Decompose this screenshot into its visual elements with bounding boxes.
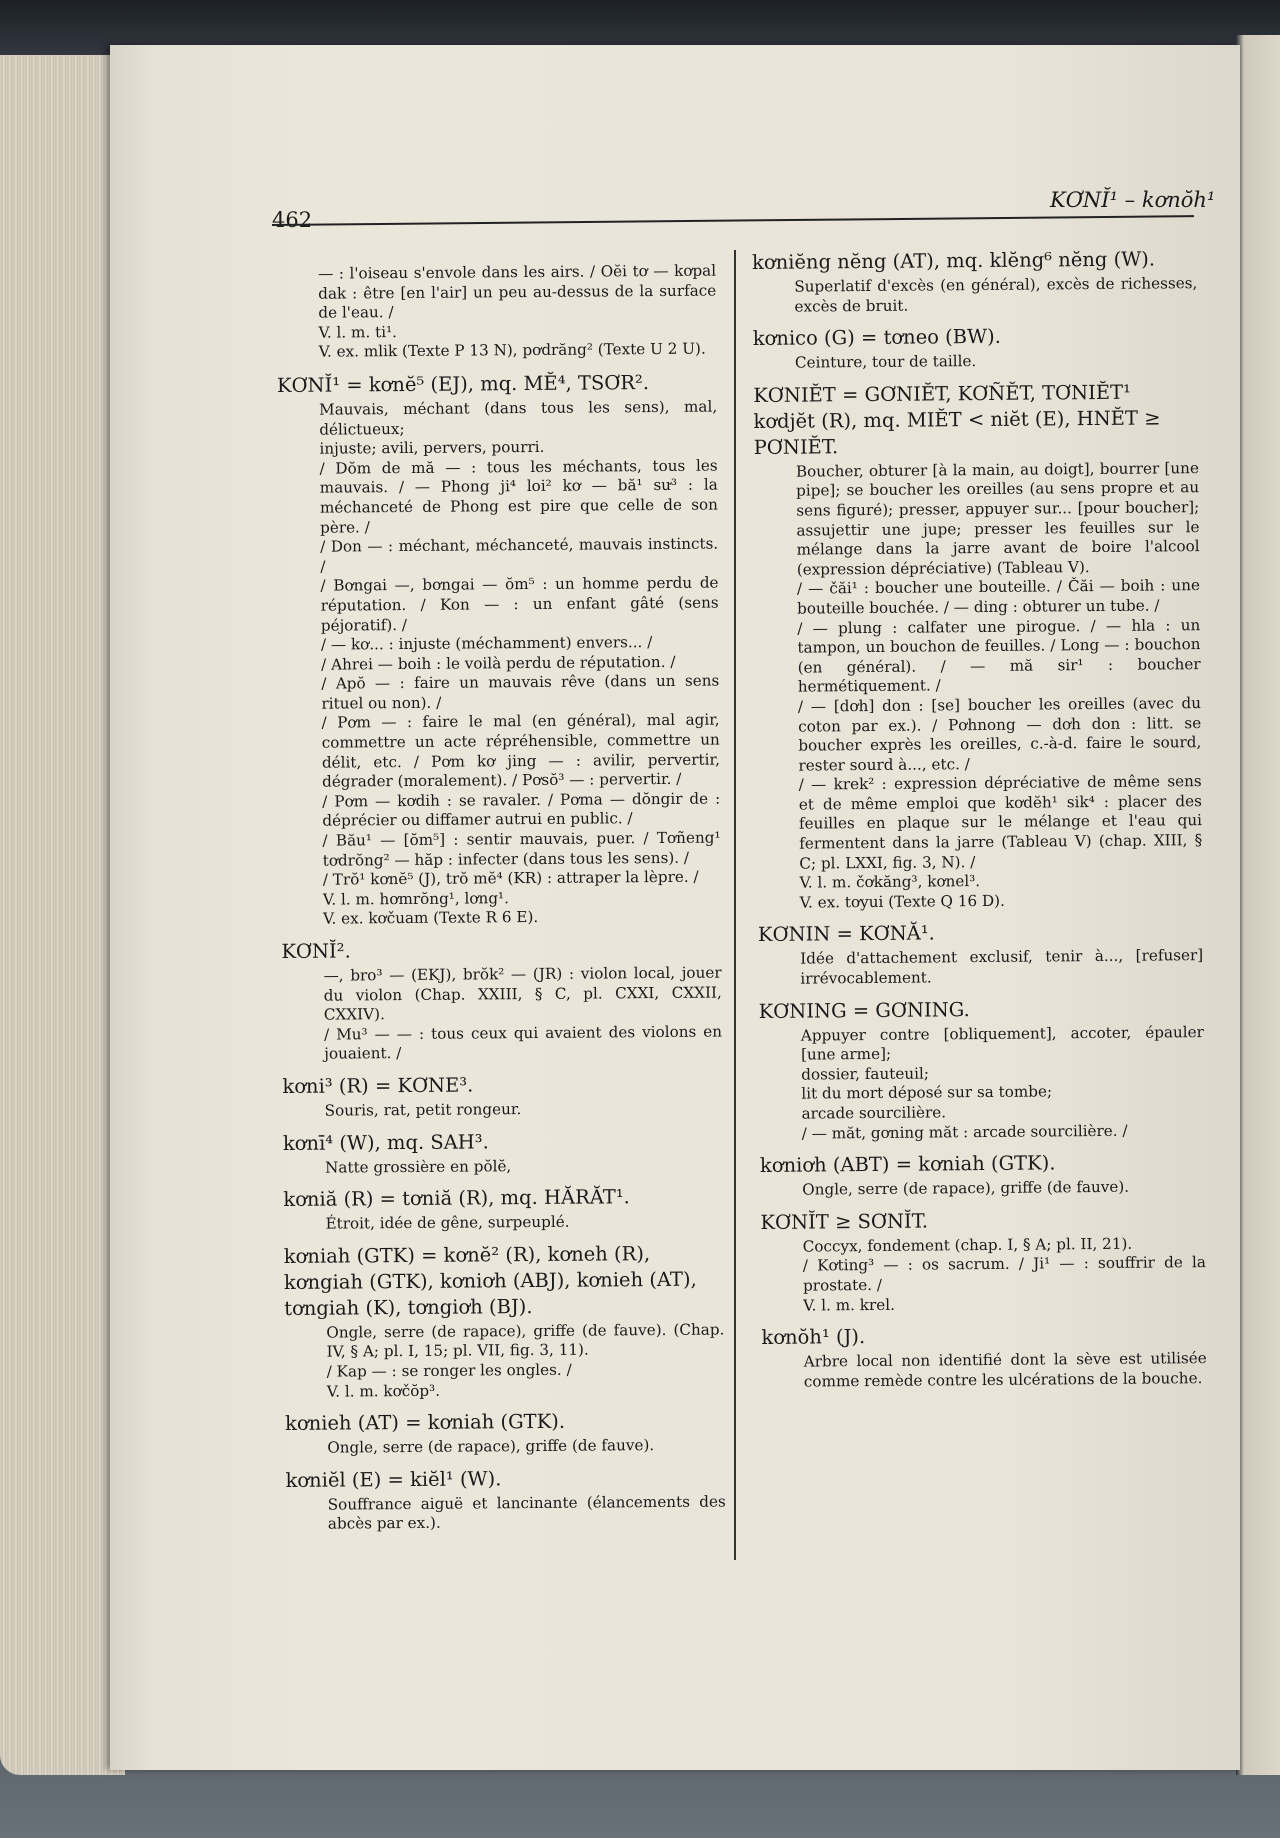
definition-line: Arbre local non identifié dont la sève est utilisée comme remède contre les ulcérations de la bouche.: [803, 1349, 1207, 1391]
entry-definition: [285, 1436, 725, 1459]
definition-line: V. l. m. hơmrŏng¹, lơng¹.: [322, 889, 509, 909]
left-column: [276, 262, 726, 1544]
entry-headword: KƠNIN = KƠNĂ¹.: [757, 921, 935, 947]
definition-line: / Mu³ — — : tous ceux qui avaient des violons en jouaient. /: [323, 1022, 723, 1064]
definition-line: —, bro³ — (EKJ), brŏk² — (JR) : violon local, jouer du violon (Chap. XXIII, § C, pl. CXXI, CXXII, CXXIV).: [323, 963, 722, 1024]
fragment-line: V. ex. mlik (Texte P 13 N), pơdrăng² (Texte U 2 U).: [318, 340, 706, 362]
dictionary-entry: [277, 370, 721, 930]
definition-line: V. ex. tơyui (Texte Q 16 D).: [799, 891, 1005, 912]
entry-definition: [284, 1320, 725, 1402]
definition-line: lit du mort déposé sur sa tombe;: [801, 1082, 1053, 1104]
dictionary-entry: [285, 1408, 725, 1459]
dictionary-entry: [283, 1184, 723, 1235]
entry-definition: [277, 398, 721, 930]
entry-headword: KƠNĬT ≥ SƠNĬT.: [760, 1209, 929, 1234]
definition-line: / — plung : calfater une pirogue. / — hla : un tampon, un bouchon de feuilles. / Long — : bouchon (en général). / — mă sir¹ : boucher hermétiquement. /: [797, 615, 1201, 696]
entry-definition: [283, 1212, 723, 1235]
definition-line: Ongle, serre (de rapace), griffe (de fauve). (Chap. IV, § A; pl. I, 15; pl. VII, fig. 3, 11).: [326, 1320, 725, 1361]
entry-headword: kơniă (R) = tơniă (R), mq. HĂRĂT¹.: [283, 1185, 630, 1212]
definition-line: V. l. m. čơkăng³, kơnel³.: [799, 872, 981, 892]
entry-headword: kơnŏh¹ (J).: [761, 1325, 866, 1350]
definition-line: / Don — : méchant, méchanceté, mauvais instincts. /: [320, 534, 719, 576]
dictionary-entry: [284, 1240, 725, 1402]
dictionary-entry: [753, 379, 1203, 914]
entry-definition: [283, 1155, 723, 1178]
facing-page-edge: [1236, 35, 1280, 1775]
entry-definition: [760, 1177, 1205, 1200]
entry-headword: kơni³ (R) = KƠNE³.: [282, 1073, 474, 1098]
definition-line: / Pơm — kơdih : se ravaler. / Pơma — dŏngir de : déprécier ou diffamer autrui en public. /: [322, 789, 721, 831]
dictionary-entry: [760, 1149, 1205, 1200]
column-divider: [734, 250, 736, 1560]
book-page-edges: [0, 55, 125, 1775]
definition-line: Ceinture, tour de taille.: [794, 352, 977, 372]
definition-line: / Kap — : se ronger les ongles. /: [326, 1360, 572, 1381]
entry-headword: KƠNĬ¹ = kơnĕ⁵ (EJ), mq. MĔ⁴, TSƠR².: [276, 371, 650, 397]
dictionary-entry: [753, 322, 1198, 373]
definition-line: / — măt, gơning măt : arcade sourcilière. /: [801, 1121, 1128, 1143]
dictionary-entry: [759, 995, 1205, 1144]
entry-definition: [754, 459, 1203, 914]
fragment-line: V. l. m. ti¹.: [318, 322, 398, 342]
definition-line: arcade sourcilière.: [801, 1103, 947, 1123]
definition-line: / — [dơh] don : [se] boucher les oreilles (avec du coton par ex.). / Pơhnong — dơh don : litt. se boucher exprès les oreilles, c.-à-d. faire le sourd, rester sourd à..., etc. /: [797, 694, 1202, 775]
definition-line: Idée d'attachement exclusif, tenir à..., [refuser] irrévocablement.: [800, 946, 1204, 988]
entry-definition: [758, 947, 1203, 990]
entry-headword: KƠNING = GƠNING.: [758, 997, 970, 1023]
definition-line: / — krek² : expression dépréciative de même sens et de même emploi que kơdĕh¹ sik⁴ : placer des feuilles en plaque sur le mélange et l'eau qui fermentent dans la jarre (Tableau V) (chap. XIII, § C; pl. LXXI, fig. 3, N). /: [798, 772, 1203, 873]
definition-line: Natte grossière en pŏlĕ,: [325, 1156, 512, 1177]
entry-definition: [282, 964, 723, 1065]
dictionary-entry: [758, 919, 1204, 990]
dictionary-entry: [282, 1070, 722, 1121]
definition-line: dossier, fauteuil;: [801, 1064, 929, 1084]
dictionary-entry: [752, 246, 1198, 317]
definition-line: Ongle, serre (de rapace), griffe (de fauve).: [327, 1436, 655, 1457]
definition-line: Souris, rat, petit rongeur.: [324, 1100, 522, 1120]
definition-line: Souffrance aiguë et lancinante (élancements des abcès par ex.).: [327, 1492, 726, 1533]
definition-line: / — čăi¹ : boucher une bouteille. / Čăi — boih : une bouteille bouchée. / — ding : obturer un tube. /: [796, 576, 1201, 618]
definition-line: V. l. m. krel.: [803, 1295, 895, 1315]
definition-line: / Bơngai —, bơngai — ŏm⁵ : un homme perdu de réputation. / Kon — : un enfant gâté (sens péjoratif). /: [320, 573, 719, 635]
running-head: KƠNĬ¹ – kơnŏh¹: [1050, 188, 1216, 212]
entry-headword: kơniĕng nĕng (AT), mq. klĕng⁶ nĕng (W).: [752, 247, 1156, 274]
entry-definition: [762, 1349, 1207, 1392]
page-number: 462: [272, 208, 313, 232]
definition-line: / Ahrei — boih : le voilà perdu de réputation. /: [321, 652, 676, 674]
right-column: [752, 246, 1207, 1401]
definition-line: Superlatif d'excès (en général), excès de richesses, excès de bruit.: [794, 274, 1198, 316]
dictionary-entry: [761, 1321, 1207, 1392]
dictionary-entry: [283, 1127, 723, 1178]
entry-definition: [283, 1098, 723, 1121]
definition-line: / Apŏ — : faire un mauvais rêve (dans un sens rituel ou non). /: [321, 671, 720, 713]
entry-headword: kơnieh (AT) = kơniah (GTK).: [285, 1409, 566, 1436]
entry-headword: kơniơh (ABT) = kơniah (GTK).: [759, 1151, 1056, 1178]
entry-definition: [759, 1023, 1205, 1144]
definition-line: / Dŏm de mă — : tous les méchants, tous les mauvais. / — Phong ji⁴ loi² kơ — bă¹ sư³ : la méchanceté de Phong est pire que celle de son père. /: [319, 456, 718, 537]
definition-line: Étroit, idée de gêne, surpeuplé.: [325, 1212, 570, 1233]
dictionary-entry: [281, 936, 722, 1065]
definition-line: Mauvais, méchant (dans tous les sens), mal, délictueux;: [319, 397, 718, 439]
entry-headword: kơnico (G) = tơneo (BW).: [752, 325, 1002, 351]
definition-line: / — kơ... : injuste (méchamment) envers... /: [320, 633, 653, 654]
entry-definition: [753, 350, 1198, 373]
continued-entry-fragment: [276, 262, 717, 363]
dictionary-entry: [760, 1206, 1206, 1316]
definition-line: Appuyer contre [obliquement], accoter, épauler [une arme];: [800, 1022, 1204, 1064]
dictionary-entry: [285, 1464, 726, 1535]
definition-line: / Kơting³ — : os sacrum. / Ji¹ — : souffrir de la prostate. /: [802, 1253, 1206, 1295]
definition-line: Coccyx, fondement (chap. I, § A; pl. II, 21).: [802, 1234, 1133, 1256]
fragment-line: — : l'oiseau s'envole dans les airs. / Oĕi tơ — kơpal dak : être [en l'air] un peu au-dessus de la surface de l'eau. /: [317, 261, 717, 322]
entry-headword: KƠNIĔT = GƠNIĔT, KƠÑĔT, TƠNIĔT¹ kơdjĕt (R), mq. MIĔT < niĕt (E), HNĔT ≥ PƠNIĔT.: [753, 380, 1161, 459]
definition-line: / Trŏ¹ kơnĕ⁵ (J), trŏ mĕ⁴ (KR) : attraper la lèpre. /: [322, 867, 699, 889]
entry-definition: [286, 1492, 726, 1535]
entry-definition: [761, 1234, 1207, 1316]
entry-definition: [752, 274, 1197, 317]
definition-line: injuste; avili, pervers, pourri.: [319, 438, 545, 458]
definition-line: V. ex. kơčuam (Texte R 6 E).: [323, 908, 539, 929]
definition-line: Boucher, obturer [à la main, au doigt], bourrer [une pipe]; se boucher les oreilles (au sens propre et au sens figuré); presser, appuyer sur... [pour boucher]; assujettir une jupe; presser les feuilles sur le mélange dans la jarre avant de boire l'alcool (expression dépréciative) (Tableau V).: [795, 458, 1200, 579]
definition-line: / Bău¹ — [ŏm⁵] : sentir mauvais, puer. / Tơñeng¹ tơdrŏng² — hăp : infecter (dans tous les sens). /: [322, 828, 721, 870]
entry-headword: kơniah (GTK) = kơnĕ² (R), kơneh (R), kơngiah (GTK), kơniơh (ABJ), kơnieh (AT), tơngiah (K), tơngiơh (BJ).: [283, 1241, 697, 1320]
definition-line: Ongle, serre (de rapace), griffe (de fauve).: [802, 1177, 1130, 1199]
entry-headword: kơniĕl (E) = kiĕl¹ (W).: [285, 1466, 502, 1492]
definition-line: / Pơm — : faire le mal (en général), mal agir, commettre un acte répréhensible, commettre un délit, etc. / Pơm kơ jing — : avilir, pervertir, dégrader (moralement). / Pơsŏ³ — : pervertir. /: [321, 710, 720, 791]
entry-headword: kơnī⁴ (W), mq. SAH³.: [282, 1129, 489, 1155]
entry-headword: KƠNĬ².: [281, 939, 351, 963]
definition-line: V. l. m. kơčŏp³.: [326, 1381, 441, 1401]
